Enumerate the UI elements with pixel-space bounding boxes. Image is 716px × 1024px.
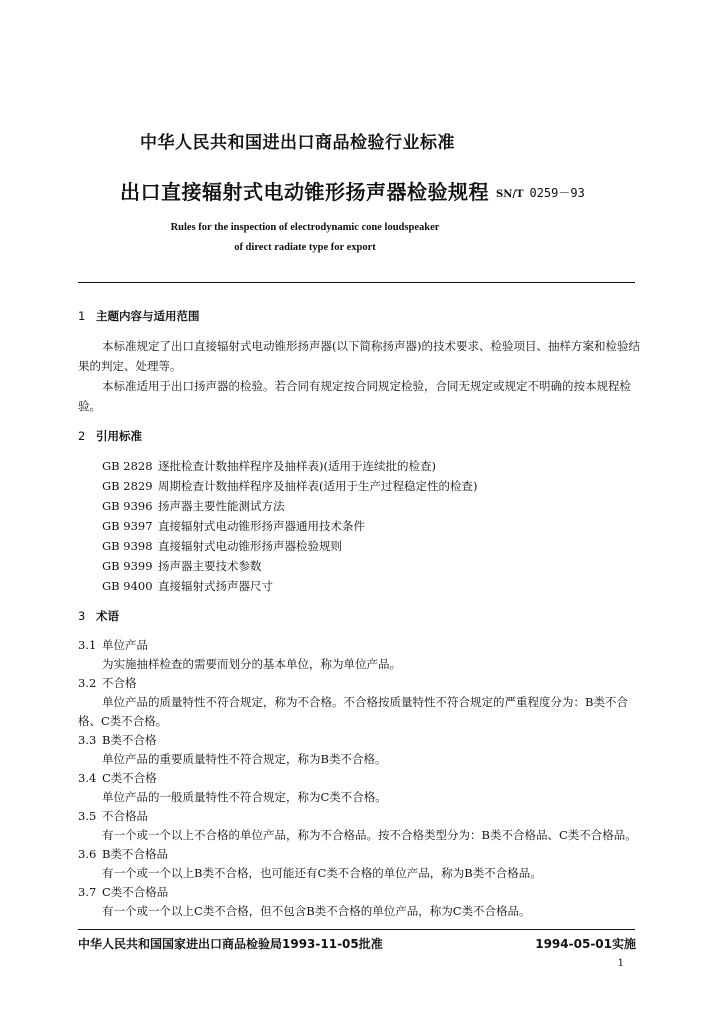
reference-code: GB 9396 [102,499,153,513]
section-title: 主题内容与适用范围 [96,309,200,323]
section-1-heading [78,306,644,326]
page-number: 1 [617,958,624,969]
term-definition: 有一个或一个以上C类不合格，但不包含B类不合格的单位产品，称为C类不合格品。 [102,904,531,918]
reference-name: 扬声器主要性能测试方法 [158,499,285,513]
term-definition: 单位产品的质量特性不符合规定，称为不合格。不合格按质量特性不符合规定的严重程度分为：B类不合格、C类不合格。 [78,695,628,728]
term-number: 3.5 [78,809,97,823]
english-title-line-2: of direct radiate type for export [234,242,376,253]
footer-divider [78,929,635,930]
term-definition: 有一个或一个以上B类不合格，也可能还有C类不合格的单位产品，称为B类不合格品。 [102,866,542,880]
term-number: 3.4 [78,771,97,785]
section-number: 3 [78,609,86,623]
term-definition: 单位产品的重要质量特性不符合规定，称为B类不合格。 [102,752,387,766]
term-number: 3.7 [78,885,97,899]
document-title: 出口直接辐射式电动锥形扬声器检验规程 [120,180,489,204]
term-heading [78,845,644,864]
header-divider [78,282,635,283]
term-name: B类不合格 [102,733,157,747]
reference-item [78,476,644,496]
term-heading [78,674,644,693]
reference-code: GB 9400 [102,579,153,593]
standard-code-number: 0259－93 [529,186,585,200]
reference-code: GB 2828 [102,459,153,473]
section-1-paragraph-2: 本标准适用于出口扬声器的检验。若合同有规定按合同规定检验，合同无规定或规定不明确的按本规程检验。 [78,379,631,413]
standard-code [496,184,585,201]
term-name: B类不合格品 [102,847,168,861]
term-definition: 单位产品的一般质量特性不符合规定，称为C类不合格。 [102,790,387,804]
section-number: 2 [78,429,86,443]
term-number: 3.2 [78,676,97,690]
reference-code: GB 9397 [102,519,153,533]
section-3-heading [78,606,644,626]
reference-code: GB 9398 [102,539,153,553]
term-number: 3.6 [78,847,97,861]
reference-name: 直接辐射式电动锥形扬声器通用技术条件 [158,519,365,533]
english-title [120,218,490,258]
approval-statement: 中华人民共和国国家进出口商品检验局1993-11-05批准 [78,937,383,951]
reference-name: 周期检查计数抽样程序及抽样表(适用于生产过程稳定性的检查) [158,479,478,493]
section-2-heading [78,426,644,446]
reference-item [78,556,644,576]
section-1-paragraph-1: 本标准规定了出口直接辐射式电动锥形扬声器(以下简称扬声器)的技术要求、检验项目、抽样方案和检验结果的判定、处理等。 [78,339,640,373]
term-number: 3.1 [78,638,97,652]
section-title: 引用标准 [96,429,142,443]
reference-name: 直接辐射式电动锥形扬声器检验规则 [158,539,342,553]
section-number: 1 [78,309,86,323]
term-heading [78,636,644,655]
term-name: 不合格品 [102,809,148,823]
reference-name: 扬声器主要技术参数 [158,559,262,573]
term-name: C类不合格 [102,771,157,785]
reference-item [78,456,644,476]
effective-date: 1994-05-01实施 [535,937,636,951]
term-name: 不合格 [102,676,137,690]
reference-name: 直接辐射式扬声器尺寸 [158,579,273,593]
reference-item [78,576,644,596]
term-definition: 为实施抽样检查的需要而划分的基本单位，称为单位产品。 [102,657,401,671]
term-definition: 有一个或一个以上不合格的单位产品，称为不合格品。按不合格类型分为：B类不合格品、C类不合格品。 [102,828,637,842]
term-heading [78,769,644,788]
term-name: 单位产品 [102,638,148,652]
term-heading [78,883,644,902]
term-number: 3.3 [78,733,97,747]
reference-code: GB 2829 [102,479,153,493]
term-heading [78,807,644,826]
section-title: 术语 [96,609,119,623]
term-name: C类不合格品 [102,885,169,899]
term-heading [78,731,644,750]
reference-item [78,536,644,556]
standard-series-heading: 中华人民共和国进出口商品检验行业标准 [140,133,455,153]
reference-name: 逐批检查计数抽样程序及抽样表)(适用于连续批的检查) [158,459,436,473]
standard-code-prefix: SN/T [496,189,524,200]
document-body [78,306,644,921]
reference-item [78,516,644,536]
reference-item [78,496,644,516]
reference-code: GB 9399 [102,559,153,573]
english-title-line-1: Rules for the inspection of electrodynamic cone loudspeaker [170,222,440,233]
